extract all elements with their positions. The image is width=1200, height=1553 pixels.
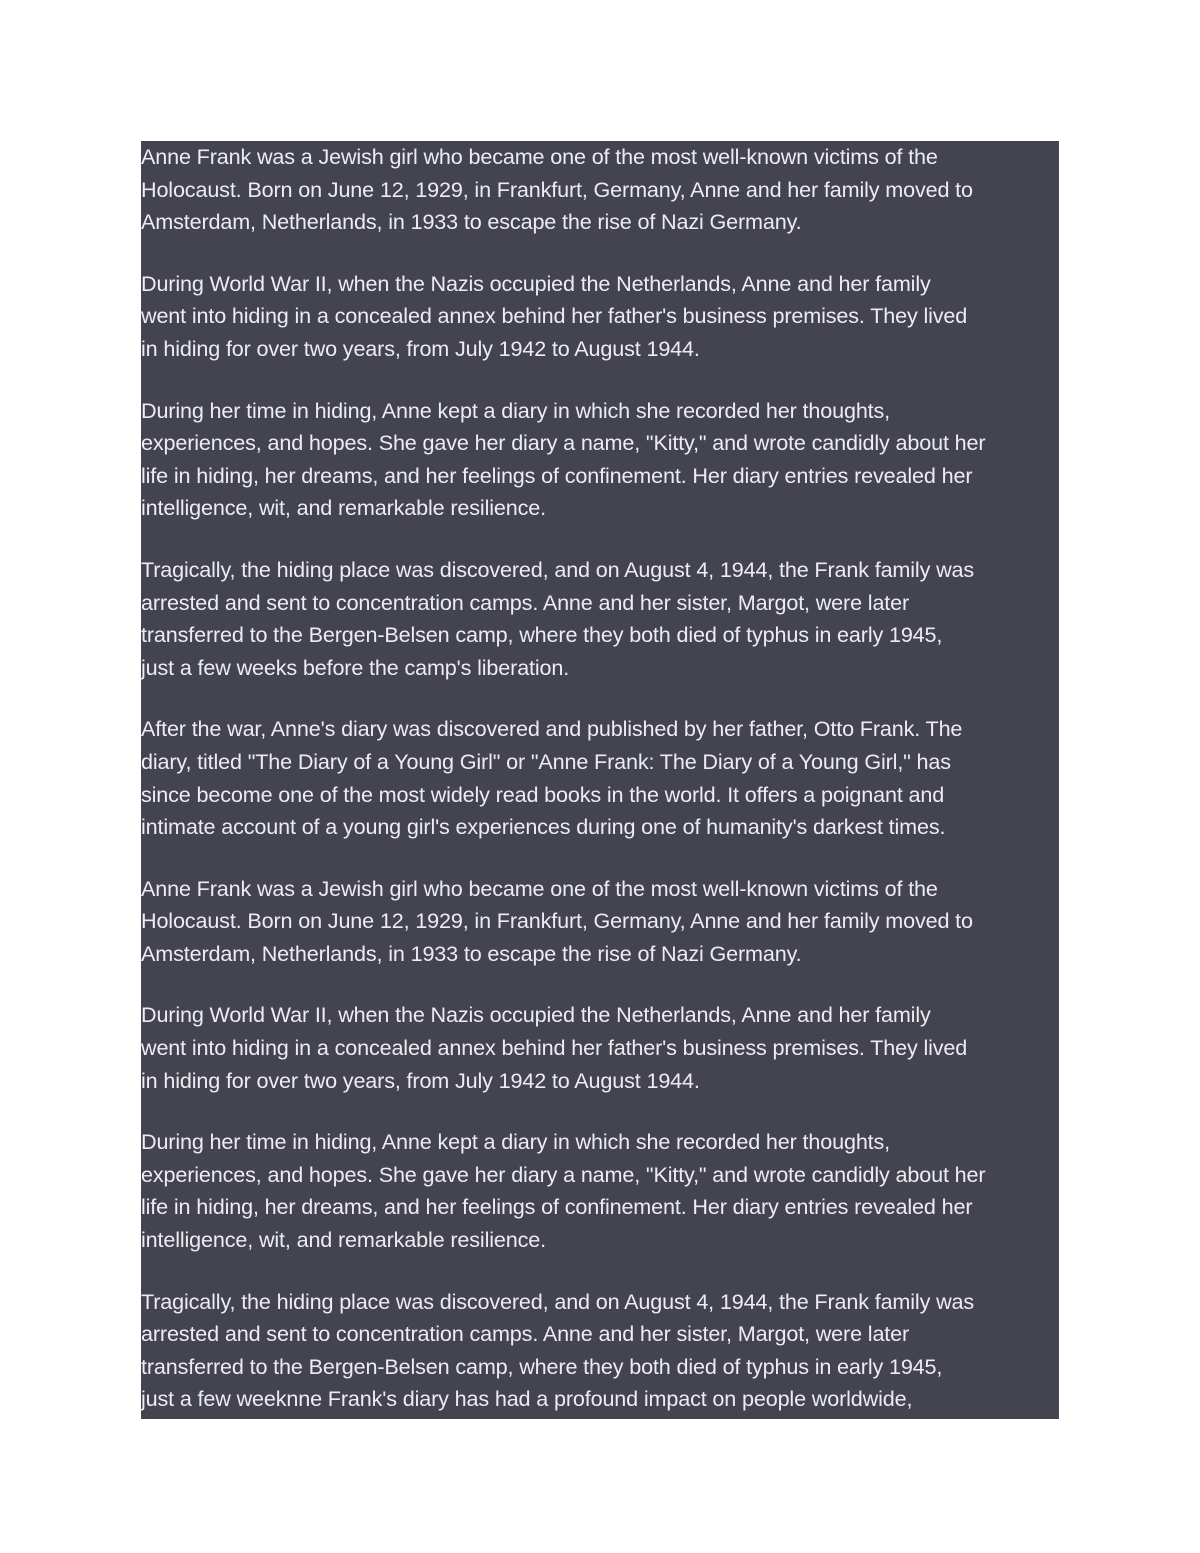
text-line: Holocaust. Born on June 12, 1929, in Frankfurt, Germany, Anne and her family moved to <box>141 176 973 202</box>
text-line: intimate account of a young girl's experiences during one of humanity's darkest times. <box>141 814 946 840</box>
text-line: just a few weeks before the camp's liberation. <box>141 654 570 680</box>
text-line: Holocaust. Born on June 12, 1929, in Frankfurt, Germany, Anne and her family moved to <box>141 908 973 934</box>
text-line: diary, titled "The Diary of a Young Girl" or "Anne Frank: The Diary of a Young Girl," has <box>141 748 951 774</box>
text-line: arrested and sent to concentration camps. Anne and her sister, Margot, were later <box>141 589 910 615</box>
text-line: intelligence, wit, and remarkable resilience. <box>141 1227 546 1253</box>
text-line: Anne Frank was a Jewish girl who became one of the most well-known victims of the <box>141 875 938 901</box>
text-line: During World War II, when the Nazis occupied the Netherlands, Anne and her family <box>141 1002 931 1028</box>
text-line: in hiding for over two years, from July 1942 to August 1944. <box>141 1067 700 1093</box>
text-line: After the war, Anne's diary was discovered and published by her father, Otto Frank. The <box>141 716 963 742</box>
text-line: During her time in hiding, Anne kept a diary in which she recorded her thoughts, <box>141 397 891 423</box>
text-line: life in hiding, her dreams, and her feelings of confinement. Her diary entries revealed her <box>141 462 973 488</box>
text-line: transferred to the Bergen-Belsen camp, where they both died of typhus in early 1945, <box>141 622 943 648</box>
text-line: Tragically, the hiding place was discovered, and on August 4, 1944, the Frank family was <box>141 556 975 582</box>
text-line: During her time in hiding, Anne kept a diary in which she recorded her thoughts, <box>141 1129 891 1155</box>
paragraph <box>141 999 1059 1097</box>
text-line: just a few weeknne Frank's diary has had a profound impact on people worldwide, <box>141 1386 913 1412</box>
text-line: experiences, and hopes. She gave her diary a name, "Kitty," and wrote candidly about her <box>141 1161 986 1187</box>
text-line: since become one of the most widely read books in the world. It offers a poignant and <box>141 781 945 807</box>
text-line: went into hiding in a concealed annex behind her father's business premises. They lived <box>141 1035 968 1061</box>
text-line: arrested and sent to concentration camps. Anne and her sister, Margot, were later <box>141 1321 910 1347</box>
text-line: transferred to the Bergen-Belsen camp, where they both died of typhus in early 1945, <box>141 1353 943 1379</box>
paragraph <box>141 1286 1059 1416</box>
text-line: During World War II, when the Nazis occupied the Netherlands, Anne and her family <box>141 270 931 296</box>
text-line: experiences, and hopes. She gave her diary a name, "Kitty," and wrote candidly about her <box>141 430 986 456</box>
paragraph <box>141 713 1059 843</box>
text-line: Anne Frank was a Jewish girl who became one of the most well-known victims of the <box>141 144 938 169</box>
paragraph <box>141 141 1059 239</box>
highlighted-text-block <box>141 141 1059 1419</box>
paragraph <box>141 873 1059 971</box>
text-line: intelligence, wit, and remarkable resilience. <box>141 495 546 521</box>
paragraph <box>141 395 1059 525</box>
text-line: Amsterdam, Netherlands, in 1933 to escape the rise of Nazi Germany. <box>141 209 802 235</box>
text-line: Amsterdam, Netherlands, in 1933 to escape the rise of Nazi Germany. <box>141 940 802 966</box>
paragraph <box>141 268 1059 366</box>
paragraph <box>141 1126 1059 1256</box>
text-line: Tragically, the hiding place was discovered, and on August 4, 1944, the Frank family was <box>141 1288 975 1314</box>
text-line: went into hiding in a concealed annex behind her father's business premises. They lived <box>141 303 968 329</box>
text-line: life in hiding, her dreams, and her feelings of confinement. Her diary entries revealed her <box>141 1194 973 1220</box>
text-line: in hiding for over two years, from July 1942 to August 1944. <box>141 335 700 361</box>
paragraph <box>141 554 1059 684</box>
